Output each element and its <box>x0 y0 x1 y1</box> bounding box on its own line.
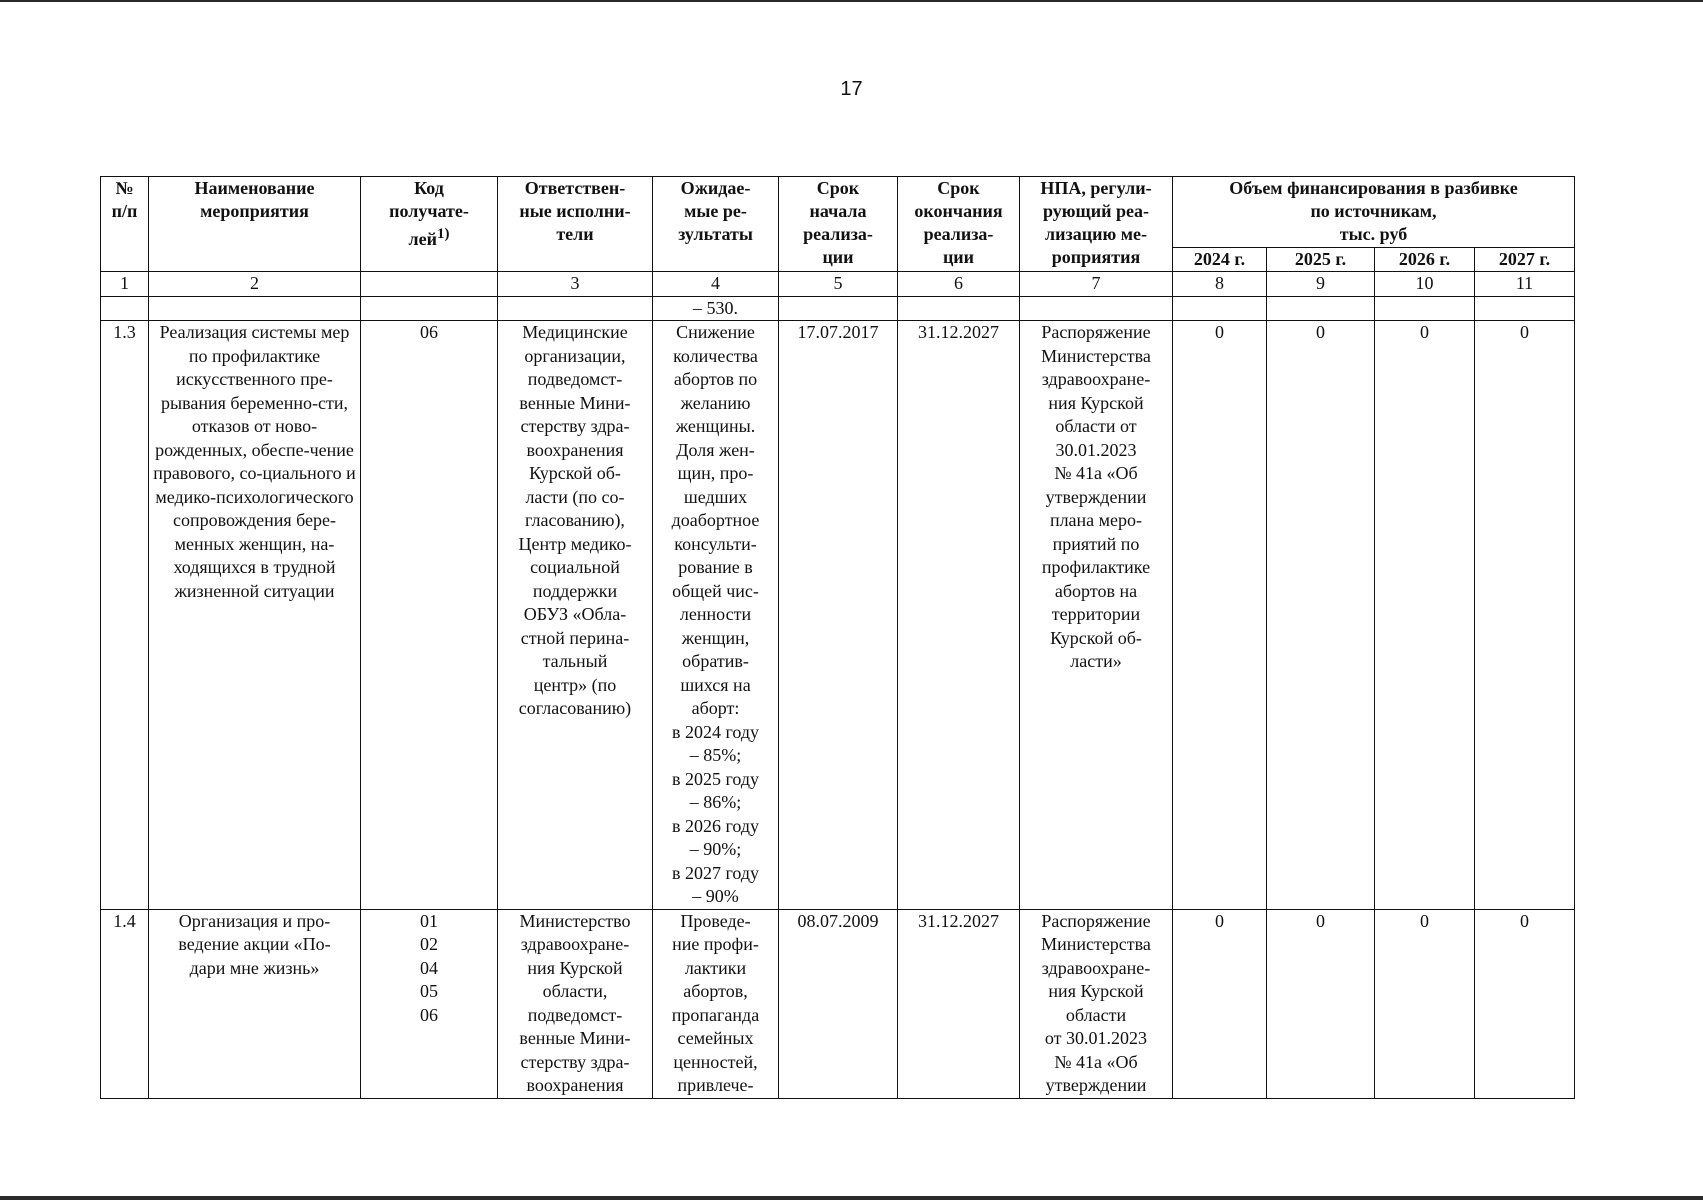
header-name: Наименование мероприятия <box>149 177 361 272</box>
row-end-date: 31.12.2027 <box>898 321 1020 910</box>
cell-empty <box>779 296 898 321</box>
row-name: Реализация системы мер по профилактике искусственного пре-рывания беременно-сти, отказов от ново-рожденных, обеспе-чение правового, со-циального и медико-психологического сопровождения бере-менных женщин, на-ходящихся в трудной жизненной ситуации <box>149 321 361 910</box>
header-year-2024: 2024 г. <box>1173 248 1267 272</box>
row-end-date: 31.12.2027 <box>898 909 1020 1098</box>
cell-empty <box>498 296 653 321</box>
row-funding-2026: 0 <box>1375 321 1475 910</box>
row-results: Снижение количества абортов по желанию женщины. Доля жен- щин, про- шедших доабортное консульти- рование в общей чис- ленности женщин, обратив- шихся на аборт: в 2024 году – 85%; в 2025 году – 86%; в 2026 году – 90%; в 2027 году – 90% <box>653 321 779 910</box>
header-year-2027: 2027 г. <box>1475 248 1575 272</box>
cell-empty <box>1020 296 1173 321</box>
row-number: 1.3 <box>101 321 149 910</box>
row-npa: Распоряжение Министерства здравоохране- ния Курской области от 30.01.2023 № 41а «Об утверждении плана меро- приятий по профилактике абортов на территории Курской об- ласти» <box>1020 321 1173 910</box>
row-start-date: 17.07.2017 <box>779 321 898 910</box>
continuation-results: – 530. <box>653 296 779 321</box>
header-code-text: Код получате- лей <box>389 178 469 249</box>
cell-empty <box>1267 296 1375 321</box>
header-year-2026: 2026 г. <box>1375 248 1475 272</box>
header-results: Ожидае- мые ре- зультаты <box>653 177 779 272</box>
row-npa: Распоряжение Министерства здравоохране- ния Курской области от 30.01.2023 № 41а «Об утверждении <box>1020 909 1173 1098</box>
column-number: 1 <box>101 272 149 297</box>
row-funding-2025: 0 <box>1267 909 1375 1098</box>
header-number: № п/п <box>101 177 149 272</box>
row-number: 1.4 <box>101 909 149 1098</box>
table-row <box>101 321 1575 910</box>
header-responsible: Ответствен- ные исполни- тели <box>498 177 653 272</box>
header-start: Срок начала реализа- ции <box>779 177 898 272</box>
scan-edge-bottom <box>0 1196 1703 1200</box>
cell-empty <box>1475 296 1575 321</box>
column-number: 3 <box>498 272 653 297</box>
row-responsible: Медицинские организации, подведомст- венные Мини- стерству здра- воохранения Курской об- ласти (по со- гласованию), Центр медико- социальной поддержки ОБУЗ «Обла- стной перина- тальный центр» (по согласованию) <box>498 321 653 910</box>
header-npa: НПА, регули- рующий реа- лизацию ме- роприятия <box>1020 177 1173 272</box>
column-number: 8 <box>1173 272 1267 297</box>
row-start-date: 08.07.2009 <box>779 909 898 1098</box>
header-year-2025: 2025 г. <box>1267 248 1375 272</box>
table-row <box>101 909 1575 1098</box>
column-number: 7 <box>1020 272 1173 297</box>
column-number: 2 <box>149 272 361 297</box>
cell-empty <box>101 296 149 321</box>
header-code-footnote: 1) <box>436 226 450 242</box>
row-code: 06 <box>361 321 498 910</box>
row-funding-2024: 0 <box>1173 321 1267 910</box>
cell-empty <box>361 296 498 321</box>
column-number: 5 <box>779 272 898 297</box>
header-code <box>361 177 498 272</box>
cell-empty <box>898 296 1020 321</box>
row-responsible: Министерство здравоохране- ния Курской области, подведомст- венные Мини- стерству здра- воохранения <box>498 909 653 1098</box>
header-end: Срок окончания реализа- ции <box>898 177 1020 272</box>
header-funding: Объем финансирования в разбивке по источникам, тыс. руб <box>1173 177 1575 248</box>
row-funding-2025: 0 <box>1267 321 1375 910</box>
row-funding-2024: 0 <box>1173 909 1267 1098</box>
column-number: 11 <box>1475 272 1575 297</box>
cell-empty <box>1173 296 1267 321</box>
column-number: 6 <box>898 272 1020 297</box>
column-number: 10 <box>1375 272 1475 297</box>
column-number: 9 <box>1267 272 1375 297</box>
scan-edge-top <box>0 0 1703 2</box>
page-number: 17 <box>840 78 863 100</box>
row-funding-2027: 0 <box>1475 909 1575 1098</box>
column-number <box>361 272 498 297</box>
header-row <box>101 177 1575 248</box>
cell-empty <box>1375 296 1475 321</box>
row-funding-2026: 0 <box>1375 909 1475 1098</box>
column-numbers-row <box>101 272 1575 297</box>
cell-empty <box>149 296 361 321</box>
column-number: 4 <box>653 272 779 297</box>
plan-table <box>100 176 1575 1099</box>
row-funding-2027: 0 <box>1475 321 1575 910</box>
row-code: 01 02 04 05 06 <box>361 909 498 1098</box>
continuation-row <box>101 296 1575 321</box>
row-results: Проведе- ние профи- лактики абортов, пропаганда семейных ценностей, привлече- <box>653 909 779 1098</box>
row-name: Организация и про- ведение акции «По- дари мне жизнь» <box>149 909 361 1098</box>
